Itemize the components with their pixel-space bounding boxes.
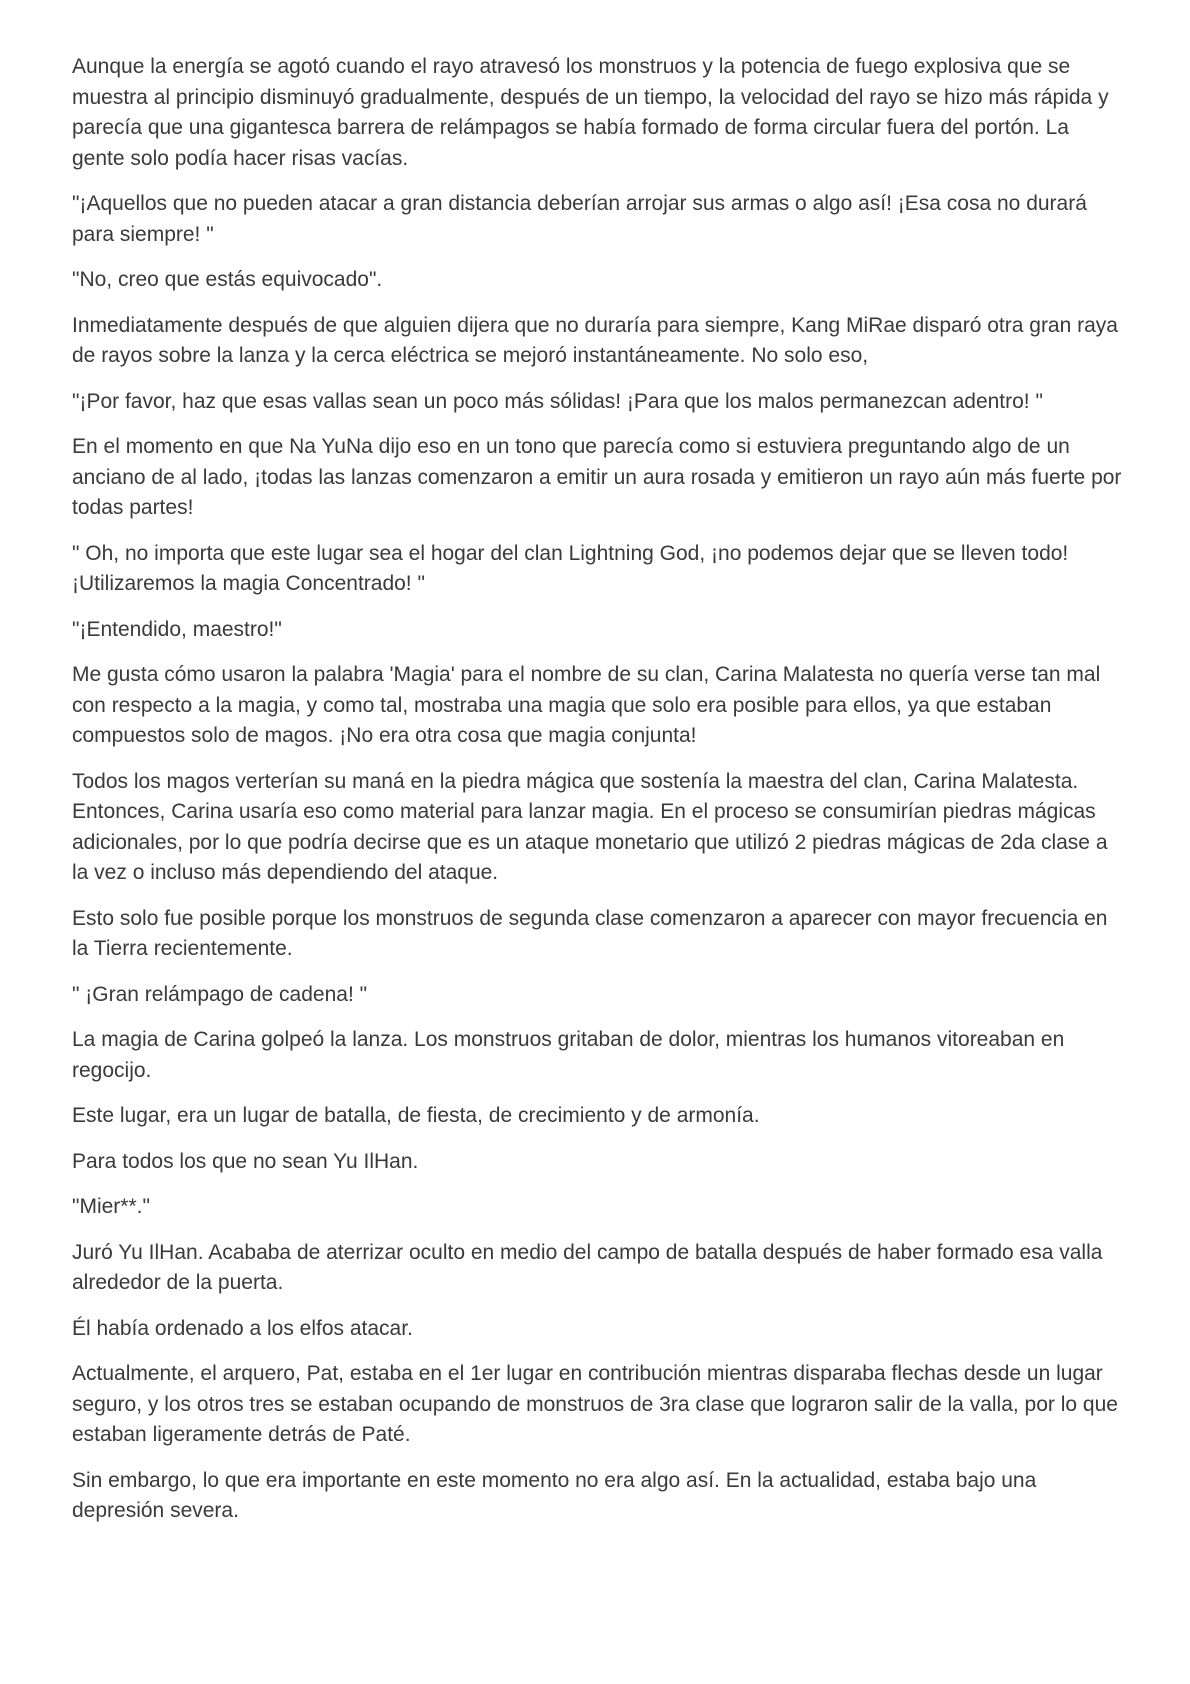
paragraph-1: Aunque la energía se agotó cuando el rayo atravesó los monstruos y la potencia de fuego explosiva que se muestra al principio disminuyó gradualmente, después de un tiempo, la velocidad del rayo se hizo más rápida y parecía que una gigantesca barrera de relámpagos se había formado de forma circular fuera del portón. La gente solo podía hacer risas vacías. bbox=[72, 55, 1109, 170]
paragraph-4: Inmediatamente después de que alguien dijera que no duraría para siempre, Kang MiRae disparó otra gran raya de rayos sobre la lanza y la cerca eléctrica se mejoró instantáneamente. No solo eso, bbox=[72, 313, 1118, 367]
paragraph-19: Actualmente, el arquero, Pat, estaba en el 1er lugar en contribución mientras disparaba flechas desde un lugar seguro, y los otros tres se estaban ocupando de monstruos de 3ra clase que lograron salir de la valla, por lo que estaban ligeramente detrás de Paté. bbox=[72, 1362, 1118, 1446]
paragraph-8: "¡Entendido, maestro!" bbox=[72, 617, 282, 641]
paragraph-3: "No, creo que estás equivocado". bbox=[72, 268, 383, 291]
paragraph-20: Sin embargo, lo que era importante en este momento no era algo así. En la actualidad, estaba bajo una depresión severa. bbox=[72, 1468, 1037, 1522]
paragraph-14: Este lugar, era un lugar de batalla, de fiesta, de crecimiento y de armonía. bbox=[72, 1104, 760, 1127]
paragraph-16: "Mier**." bbox=[72, 1195, 150, 1218]
paragraph-13: La magia de Carina golpeó la lanza. Los monstruos gritaban de dolor, mientras los humanos vitoreaban en regocijo. bbox=[72, 1028, 1065, 1082]
paragraph-5: "¡Por favor, haz que esas vallas sean un poco más sólidas! ¡Para que los malos permanezcan adentro! " bbox=[72, 389, 1043, 413]
paragraph-18: Él había ordenado a los elfos atacar. bbox=[72, 1316, 413, 1340]
paragraph-11: Esto solo fue posible porque los monstruos de segunda clase comenzaron a aparecer con mayor frecuencia en la Tierra recientemente. bbox=[72, 906, 1108, 960]
paragraph-12: " ¡Gran relámpago de cadena! " bbox=[72, 982, 368, 1006]
paragraph-2: "¡Aquellos que no pueden atacar a gran distancia deberían arrojar sus armas o algo así! ¡Esa cosa no durará para siempre! " bbox=[72, 192, 1087, 246]
paragraph-10: Todos los magos verterían su maná en la piedra mágica que sostenía la maestra del clan, Carina Malatesta. Entonces, Carina usaría eso como material para lanzar magia. En el proceso se consumirían piedras mágicas adicionales, por lo que podría decirse que es un ataque monetario que utilizó 2 piedras mágicas de 2da clase a la vez o incluso más dependiendo del ataque. bbox=[72, 769, 1108, 884]
paragraph-15: Para todos los que no sean Yu IlHan. bbox=[72, 1149, 419, 1173]
document-page bbox=[72, 52, 1122, 1542]
paragraph-7: " Oh, no importa que este lugar sea el hogar del clan Lightning God, ¡no podemos dejar que se lleven todo! ¡Utilizaremos la magia Concentrado! " bbox=[72, 541, 1069, 595]
paragraph-9: Me gusta cómo usaron la palabra 'Magia' para el nombre de su clan, Carina Malatesta no quería verse tan mal con respecto a la magia, y como tal, mostraba una magia que solo era posible para ellos, ya que estaban compuestos solo de magos. ¡No era otra cosa que magia conjunta! bbox=[72, 663, 1101, 747]
paragraph-6: En el momento en que Na YuNa dijo eso en un tono que parecía como si estuviera preguntando algo de un anciano de al lado, ¡todas las lanzas comenzaron a emitir un aura rosada y emitieron un rayo aún más fuerte por todas partes! bbox=[72, 435, 1122, 519]
paragraph-17: Juró Yu IlHan. Acababa de aterrizar oculto en medio del campo de batalla después de haber formado esa valla alrededor de la puerta. bbox=[72, 1240, 1103, 1294]
